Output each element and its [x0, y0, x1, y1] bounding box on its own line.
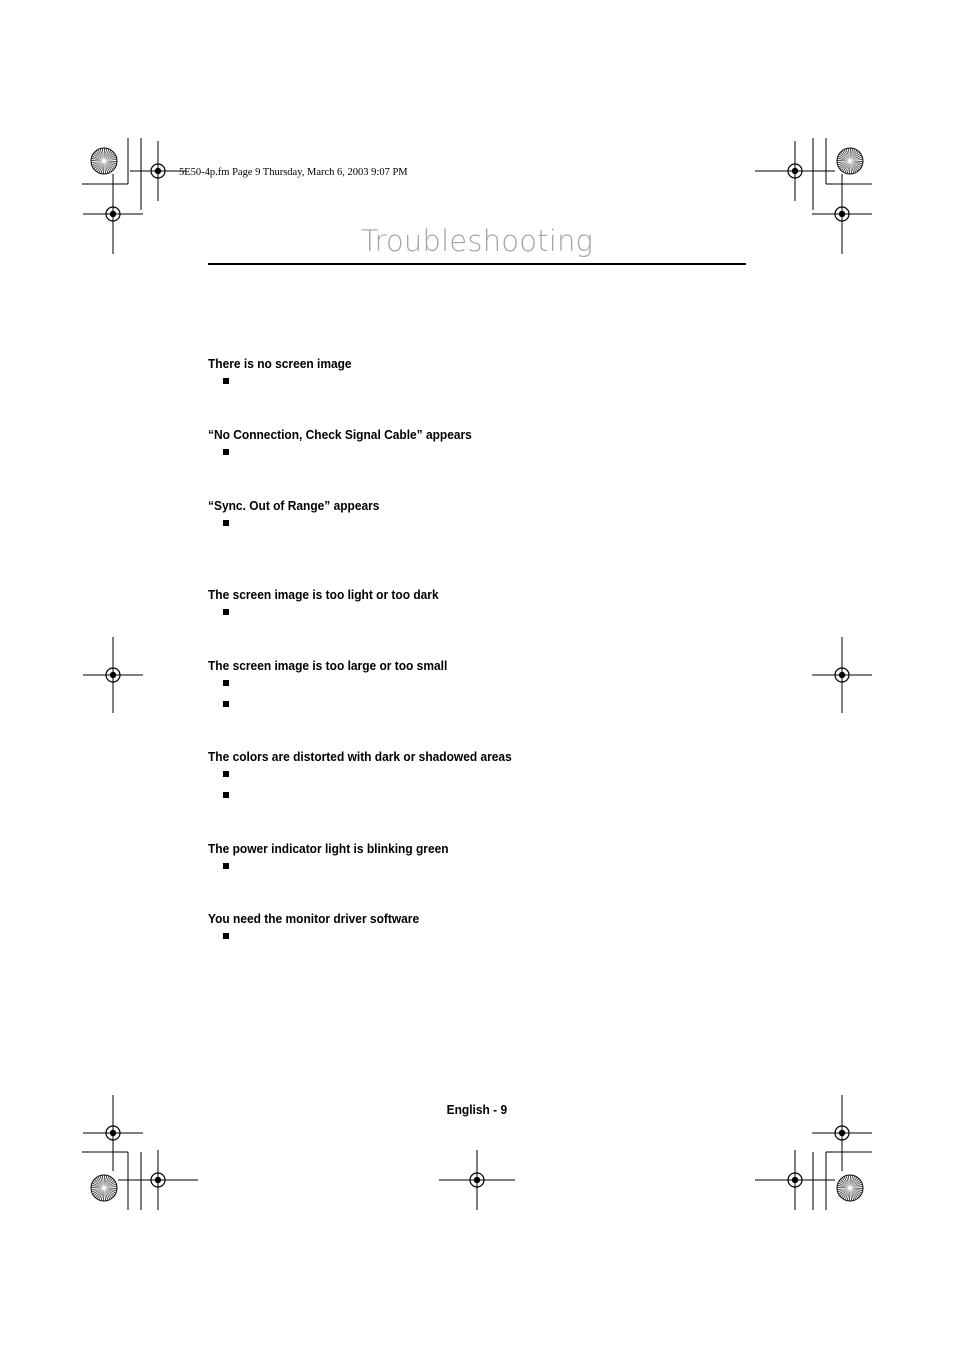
section-colors-distorted	[208, 749, 768, 812]
registration-dot-icon	[839, 211, 845, 217]
registration-dot-icon	[839, 1130, 845, 1136]
bullet-list	[208, 933, 768, 954]
registration-dot-icon	[155, 1177, 161, 1183]
registration-dot-icon	[792, 168, 798, 174]
section-too-large-or-small	[208, 658, 768, 721]
registration-dot-icon	[839, 672, 845, 678]
title-rule	[208, 263, 746, 265]
print-slug: 5E50-4p.fm Page 9 Thursday, March 6, 2003 9:07 PM	[179, 167, 408, 178]
bullet-item	[208, 609, 768, 630]
section-heading: There is no screen image	[208, 356, 352, 371]
registration-dot-icon	[474, 1177, 480, 1183]
section-heading: The colors are distorted with dark or shadowed areas	[208, 749, 512, 764]
section-no-screen-image	[208, 356, 768, 399]
bullet-item	[208, 378, 768, 399]
bullet-item	[208, 933, 768, 954]
page-footer	[0, 1101, 954, 1119]
bullet-item	[208, 680, 768, 701]
bullet-list	[208, 680, 768, 721]
section-heading: The screen image is too large or too small	[208, 658, 448, 673]
section-driver-software	[208, 911, 768, 954]
bullet-item	[208, 449, 768, 470]
section-no-connection	[208, 427, 768, 470]
registration-dot-icon	[155, 168, 161, 174]
section-heading: The screen image is too light or too dark	[208, 587, 439, 602]
bullet-list	[208, 863, 768, 884]
registration-dot-icon	[792, 1177, 798, 1183]
bullet-list	[208, 378, 768, 399]
bullet-list	[208, 609, 768, 630]
bullet-item	[208, 520, 768, 541]
section-heading: You need the monitor driver software	[208, 911, 420, 926]
bullet-list	[208, 520, 768, 541]
registration-dot-icon	[110, 211, 116, 217]
section-heading: The power indicator light is blinking green	[208, 841, 449, 856]
registration-dot-icon	[110, 672, 116, 678]
bullet-list	[208, 771, 768, 812]
bullet-list	[208, 449, 768, 470]
section-too-light-or-dark	[208, 587, 768, 630]
registration-dot-icon	[110, 1130, 116, 1136]
section-heading: “Sync. Out of Range” appears	[208, 498, 380, 513]
section-sync-out-of-range	[208, 498, 768, 541]
bullet-item	[208, 701, 768, 722]
section-heading: “No Connection, Check Signal Cable” appears	[208, 427, 472, 442]
page-title: Troubleshooting	[360, 224, 594, 258]
page-number: English - 9	[446, 1102, 508, 1117]
bullet-item	[208, 863, 768, 884]
section-power-light-blinking	[208, 841, 768, 884]
bullet-item	[208, 771, 768, 792]
bullet-item	[208, 792, 768, 813]
